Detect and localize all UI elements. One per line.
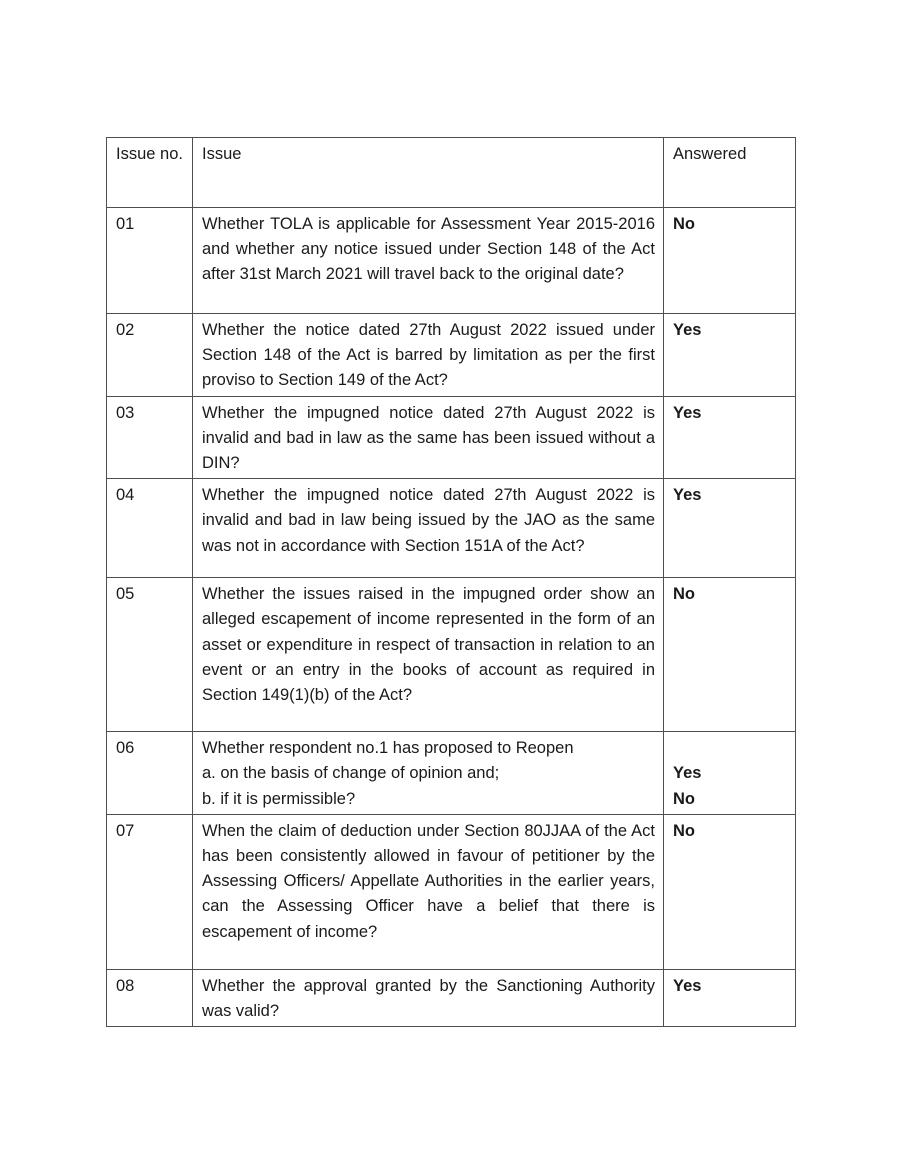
issue-text-line: b. if it is permissible? [202,789,356,808]
table-row [107,314,796,397]
issue-cell [193,969,664,1026]
header-answered: Answered [664,138,796,208]
issue-no-text: 04 [116,486,135,505]
issue-no-cell [107,969,193,1026]
issue-text: Whether TOLA is applicable for Assessment Year 2015-2016 and whether any notice issued under Section 148 of the Act after 31st March 2021 will travel back to the original date? [202,215,655,284]
issue-no-cell [107,396,193,479]
answered-text: Yes [673,321,702,339]
answered-cell [664,969,796,1026]
answered-cell [664,396,796,479]
issue-cell [193,814,664,969]
issue-no-cell [107,208,193,314]
issue-text: Whether the approval granted by the Sanctioning Authority was valid? [202,976,655,1021]
issue-no-text: 01 [116,215,135,233]
issue-text-line: a. on the basis of change of opinion and; [202,764,500,783]
table-row [107,969,796,1026]
answered-text: No [673,821,695,840]
answered-text: No [673,215,695,233]
table-header-row [107,138,796,208]
issue-cell [193,314,664,397]
table-row [107,732,796,815]
issue-text: Whether the impugned notice dated 27th August 2022 is invalid and bad in law being issued by the JAO as the same was not in accordance with Section 151A of the Act? [202,486,655,555]
issue-cell [193,732,664,815]
answered-cell [664,732,796,815]
issue-no-text: 06 [116,739,135,758]
issue-no-text: 07 [116,821,135,840]
issue-no-cell [107,314,193,397]
answered-text: Yes [673,403,702,422]
issues-table [106,137,796,1027]
issue-text: Whether the issues raised in the impugned order show an alleged escapement of income represented in the form of an asset or expenditure in respect of transaction in relation to an event or an entry in the books of account as required in Section 149(1)(b) of the Act? [202,585,655,705]
issue-text-line: Whether respondent no.1 has proposed to Reopen [202,739,574,758]
issue-cell [193,208,664,314]
answered-cell [664,578,796,732]
answered-cell [664,208,796,314]
answered-cell [664,314,796,397]
table-row [107,208,796,314]
answered-blank-line [673,736,787,761]
issue-cell [193,578,664,732]
table-row [107,479,796,578]
issue-no-text: 03 [116,403,135,422]
issue-cell [193,396,664,479]
issue-no-cell [107,479,193,578]
issue-no-cell [107,814,193,969]
answered-text: Yes [673,486,702,505]
table-row [107,396,796,479]
issue-no-text: 05 [116,585,135,604]
table-row [107,814,796,969]
issue-text: Whether the notice dated 27th August 2022 issued under Section 148 of the Act is barred by limitation as per the first proviso to Section 149 of the Act? [202,321,655,390]
issue-no-text: 08 [116,976,135,995]
issue-no-cell [107,732,193,815]
issue-cell [193,479,664,578]
issue-text: Whether the impugned notice dated 27th August 2022 is invalid and bad in law as the same has been issued without a DIN? [202,403,655,473]
answered-text: No [673,585,695,604]
answered-text-line: No [673,789,695,808]
header-issue-no: Issue no. [107,138,193,208]
answered-cell [664,479,796,578]
header-issue: Issue [193,138,664,208]
issue-no-text: 02 [116,321,135,339]
answered-text-line: Yes [673,764,702,783]
issue-text: When the claim of deduction under Section 80JJAA of the Act has been consistently allowed in favour of petitioner by the Assessing Officers/ Appellate Authorities in the earlier years, can the Assessing Officer have a belief that there is escapement of income? [202,821,655,941]
answered-cell [664,814,796,969]
table-row [107,578,796,732]
issue-no-cell [107,578,193,732]
answered-text: Yes [673,976,702,995]
